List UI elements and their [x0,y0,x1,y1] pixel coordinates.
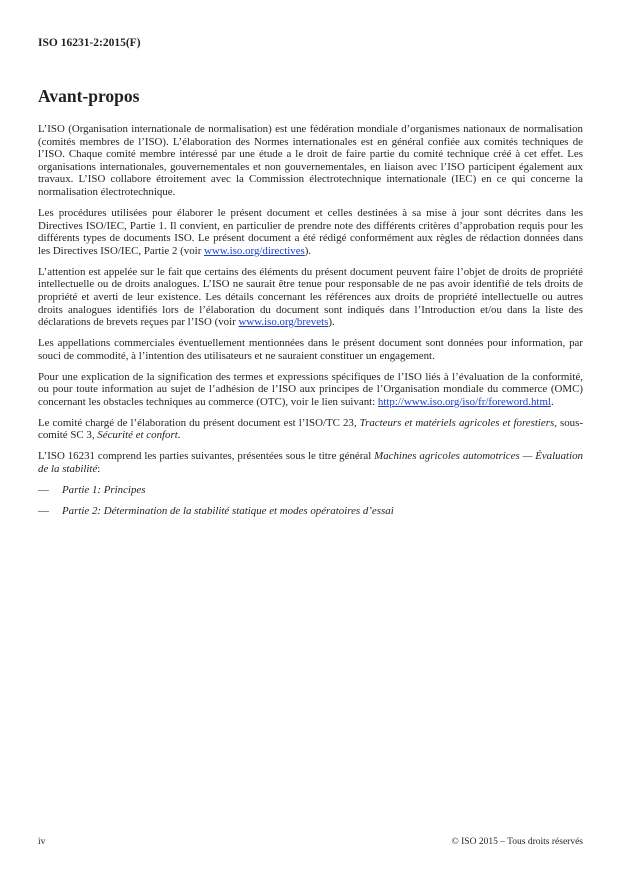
paragraph-text: ). [328,316,335,329]
list-dash: — [38,483,49,496]
paragraph-text: : [97,463,101,475]
paragraph-conformity [38,371,583,409]
paragraph-procedures [38,207,583,257]
document-body [38,123,583,526]
paragraph-text: Les appellations commerciales éventuellement mentionnées dans le présent document sont données pour information, par souci de commodité, à l’intention des utilisateurs et ne sauraient constituer un engagement. [38,337,583,362]
paragraph-text: . [177,429,181,442]
paragraph-committee [38,417,583,442]
document-id-header: ISO 16231-2:2015(F) [38,37,141,49]
paragraph-trade-names [38,337,583,362]
foreword-link[interactable]: http://www.iso.org/iso/fr/foreword.html [377,395,551,408]
paragraph-text: . [550,395,554,408]
paragraph-text: Les procédures utilisées pour élaborer le présent document et celles destinées à sa mise à jour sont décrites dans les Directives ISO/IEC, Partie 1. Il convient, en particulier de prendre note des différents critères d’approbation requis pour les différents types de documents ISO. Le présent document a été rédigé conformément aux règles de rédaction données dans les Directives ISO/IEC, Partie 2 (voir [38,206,583,257]
list-item-text: Partie 2: Détermination de la stabilité statique et modes opératoires d’essai [62,504,394,517]
general-title: Machines agricoles automotrices — Évaluation de la stabilité [38,450,583,475]
page-title: Avant-propos [38,86,140,106]
committee-title: Tracteurs et matériels agricoles et forestiers [359,416,555,429]
paragraph-text: L’ISO 16231 comprend les parties suivantes, présentées sous le titre général [38,450,375,463]
page-number: iv [38,837,46,847]
list-item [38,505,583,518]
list-item-text: Partie 1: Principes [62,483,146,496]
paragraph-patents [38,266,583,329]
directives-link[interactable]: www.iso.org/directives [204,244,305,257]
paragraph-text: Le comité chargé de l’élaboration du présent document est l’ISO/TC 23, [38,416,360,429]
list-dash: — [38,504,49,517]
paragraph-text: Pour une explication de la signification des termes et expressions spécifiques de l’ISO liés à l’évaluation de la conformité, ou pour toute information au sujet de l’adhésion de l’ISO aux principes de l’Organisation mondiale du commerce (OMC) concernant les obstacles techniques au commerce (OTC), voir le lien suivant: [38,370,583,408]
paragraph-parts [38,450,583,475]
paragraph-text: L’attention est appelée sur le fait que certains des éléments du présent document peuvent faire l’objet de droits de propriété intellectuelle ou de droits analogues. L’ISO ne saurait être tenue pour responsable de ne pas avoir identifié de tels droits de propriété et averti de leur existence. Les détails concernant les références aux droits de propriété intellectuelle ou autres droits analogues identifiés lors de l’élaboration du document sont indiqués dans l’Introduction et/ou dans la liste des déclarations de brevets reçues par l’ISO (voir [38,265,583,329]
paragraph-text: L’ISO (Organisation internationale de normalisation) est une fédération mondiale d’organismes nationaux de normalisation (comités membres de l’ISO). L’élaboration des Normes internationales est en général confiée aux comités techniques de l’ISO. Chaque comité membre intéressé par une étude a le droit de faire partie du comité technique créé à cet effet. Les organisations internationales, gouvernementales et non gouvernementales, en liaison avec l’ISO participent également aux travaux. L’ISO collabore étroitement avec la Commission électrotechnique internationale (IEC) en ce qui concerne la normalisation électrotechnique. [38,123,583,198]
paragraph-text: ). [304,244,312,257]
subcommittee-title: Sécurité et confort [97,429,178,442]
paragraph-text: , sous-comité SC 3, [38,416,583,442]
list-item [38,484,583,497]
brevets-link[interactable]: www.iso.org/brevets [238,316,329,329]
paragraph-iso-intro [38,123,583,199]
copyright-notice: © ISO 2015 – Tous droits réservés [451,837,583,847]
